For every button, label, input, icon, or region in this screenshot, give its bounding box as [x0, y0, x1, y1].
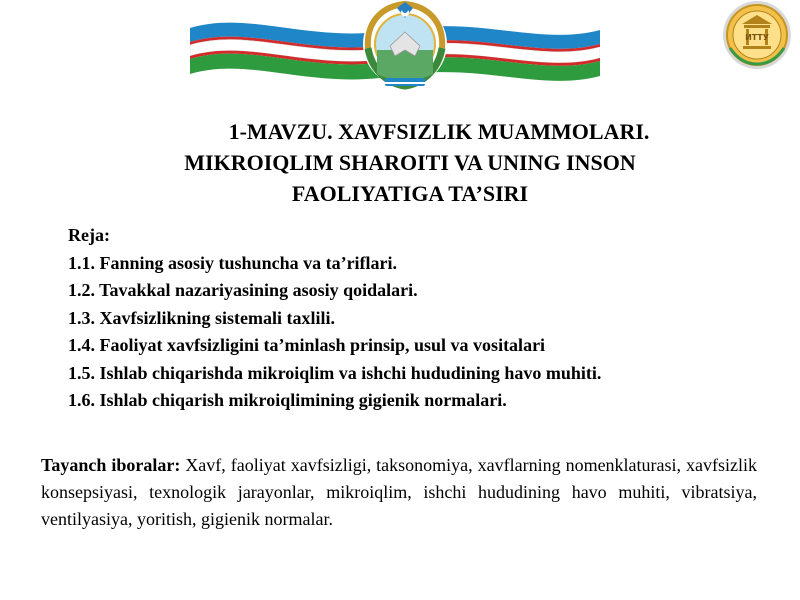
title-line-1: 1-MAVZU. XAVFSIZLIK MUAMMOLARI. [228, 119, 650, 144]
plan-list [68, 222, 768, 415]
keywords-label: Tayanch iboralar: [41, 455, 181, 475]
plan-item: 1.2. Tavakkal nazariyasining asosiy qoidalari. [68, 280, 418, 300]
keywords-text: Xavf, faoliyat xavfsizligi, taksonomiya, xavflarning nomenklaturasi, xavfsizlik konsepsiyasi, texnologik jarayonlar, mikroiqlim, ishchi hududining havo muhiti, vibratsiya, ventilyasiya, yoritish, gigienik normalar. [41, 455, 757, 529]
state-emblem [363, 2, 447, 86]
keywords-paragraph [41, 452, 757, 533]
state-emblem-banner-icon [190, 0, 600, 95]
title-line-2: MIKROIQLIM SHAROITI VA UNING INSON [184, 150, 636, 175]
plan-heading: Reja: [68, 225, 110, 245]
plan-item: 1.5. Ishlab chiqarishda mikroiqlim va ishchi hududining havo muhiti. [68, 362, 602, 383]
logo-text: ИТТУ [745, 33, 769, 42]
title-line-3: FAOLIYATIGA TA’SIRI [291, 181, 529, 206]
plan-item: 1.1. Fanning asosiy tushuncha va ta’riflari. [68, 252, 398, 273]
plan-item: 1.4. Faoliyat xavfsizligini ta’minlash prinsip, usul va vositalari [68, 335, 546, 355]
university-logo-icon [722, 0, 792, 70]
page-title [100, 116, 720, 209]
plan-item: 1.3. Xavfsizlikning sistemali taxlili. [68, 307, 336, 328]
plan-item: 1.6. Ishlab chiqarish mikroiqlimining gigienik normalari. [68, 390, 507, 410]
